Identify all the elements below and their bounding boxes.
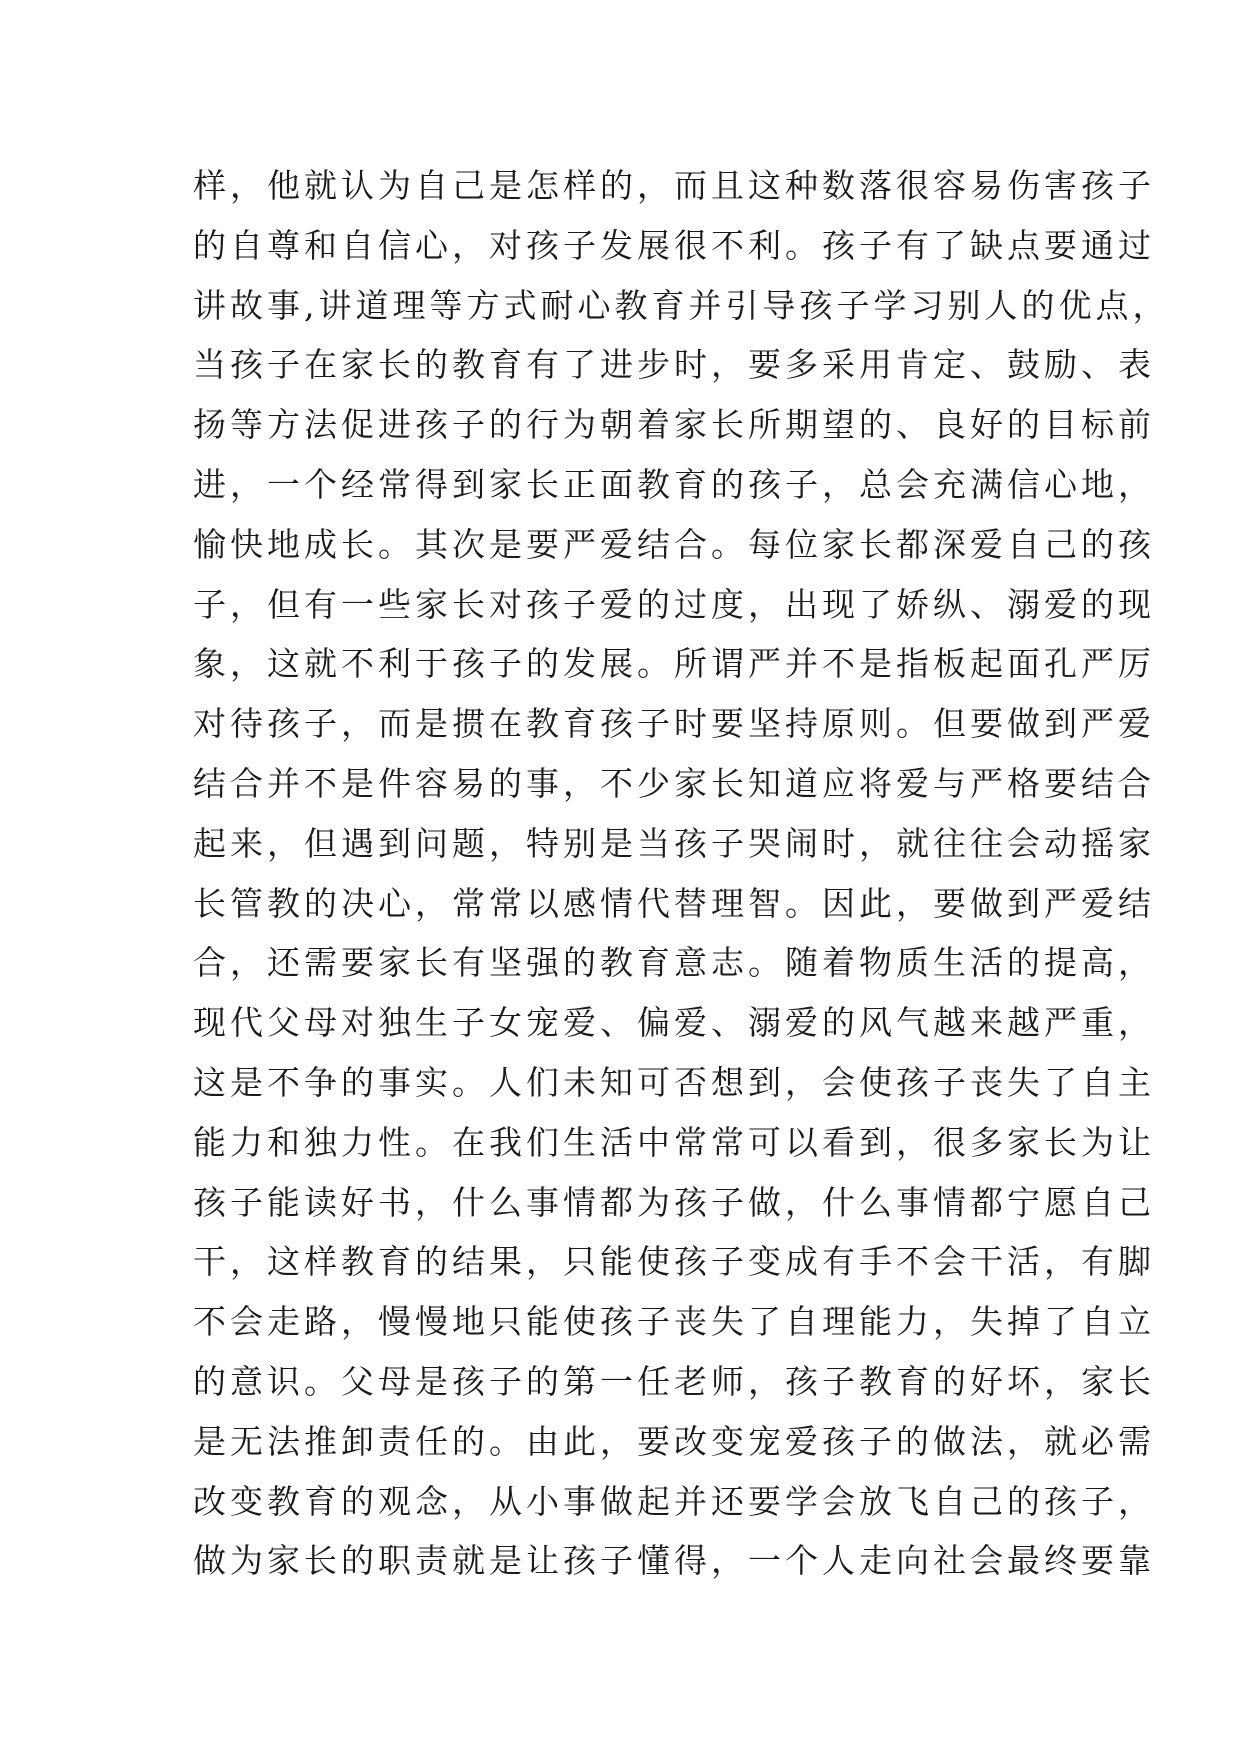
text-line: 扬等方法促进孩子的行为朝着家长所期望的、良好的目标前 [193,405,1155,445]
text-line: 是无法推卸责任的。由此，要改变宠爱孩子的做法，就必需 [193,1421,1155,1461]
text-line: 的意识。父母是孩子的第一任老师，孩子教育的好坏，家长 [193,1361,1155,1401]
text-line: 这是不争的事实。人们未知可否想到，会使孩子丧失了自主 [193,1062,1155,1102]
body-paragraph [193,156,1170,1591]
text-line: 孩子能读好书，什么事情都为孩子做，什么事情都宁愿自己 [193,1182,1155,1222]
text-line: 进，一个经常得到家长正面教育的孩子，总会充满信心地， [193,464,1155,504]
text-line: 合，还需要家长有坚强的教育意志。随着物质生活的提高， [193,943,1155,983]
text-line: 能力和独力性。在我们生活中常常可以看到，很多家长为让 [193,1122,1155,1162]
text-line: 象，这就不利于孩子的发展。所谓严并不是指板起面孔严厉 [193,644,1155,684]
text-line: 现代父母对独生子女宠爱、偏爱、溺爱的风气越来越严重， [193,1003,1155,1043]
text-line: 做为家长的职责就是让孩子懂得，一个人走向社会最终要靠 [193,1541,1155,1581]
text-line: 结合并不是件容易的事，不少家长知道应将爱与严格要结合 [193,763,1155,803]
text-line: 不会走路，慢慢地只能使孩子丧失了自理能力，失掉了自立 [193,1302,1155,1342]
text-line: 对待孩子，而是掼在教育孩子时要坚持原则。但要做到严爱 [193,704,1155,744]
text-line: 干，这样教育的结果，只能使孩子变成有手不会干活，有脚 [193,1242,1155,1282]
text-line: 愉快地成长。其次是要严爱结合。每位家长都深爱自己的孩 [193,524,1155,564]
text-line: 改变教育的观念，从小事做起并还要学会放飞自己的孩子， [193,1481,1155,1521]
text-line: 样，他就认为自己是怎样的，而且这种数落很容易伤害孩子 [193,166,1155,205]
text-line: 起来，但遇到问题，特别是当孩子哭闹时，就往往会动摇家 [193,823,1155,863]
text-line: 当孩子在家长的教育有了进步时，要多采用肯定、鼓励、表 [193,345,1155,385]
text-line: 长管教的决心，常常以感情代替理智。因此，要做到严爱结 [193,883,1155,923]
text-line: 子，但有一些家长对孩子爱的过度，出现了娇纵、溺爱的现 [193,584,1155,624]
text-line: 的自尊和自信心，对孩子发展很不利。孩子有了缺点要通过 [193,225,1155,265]
text-line: 讲故事,讲道理等方式耐心教育并引导孩子学习别人的优点， [193,285,1170,325]
